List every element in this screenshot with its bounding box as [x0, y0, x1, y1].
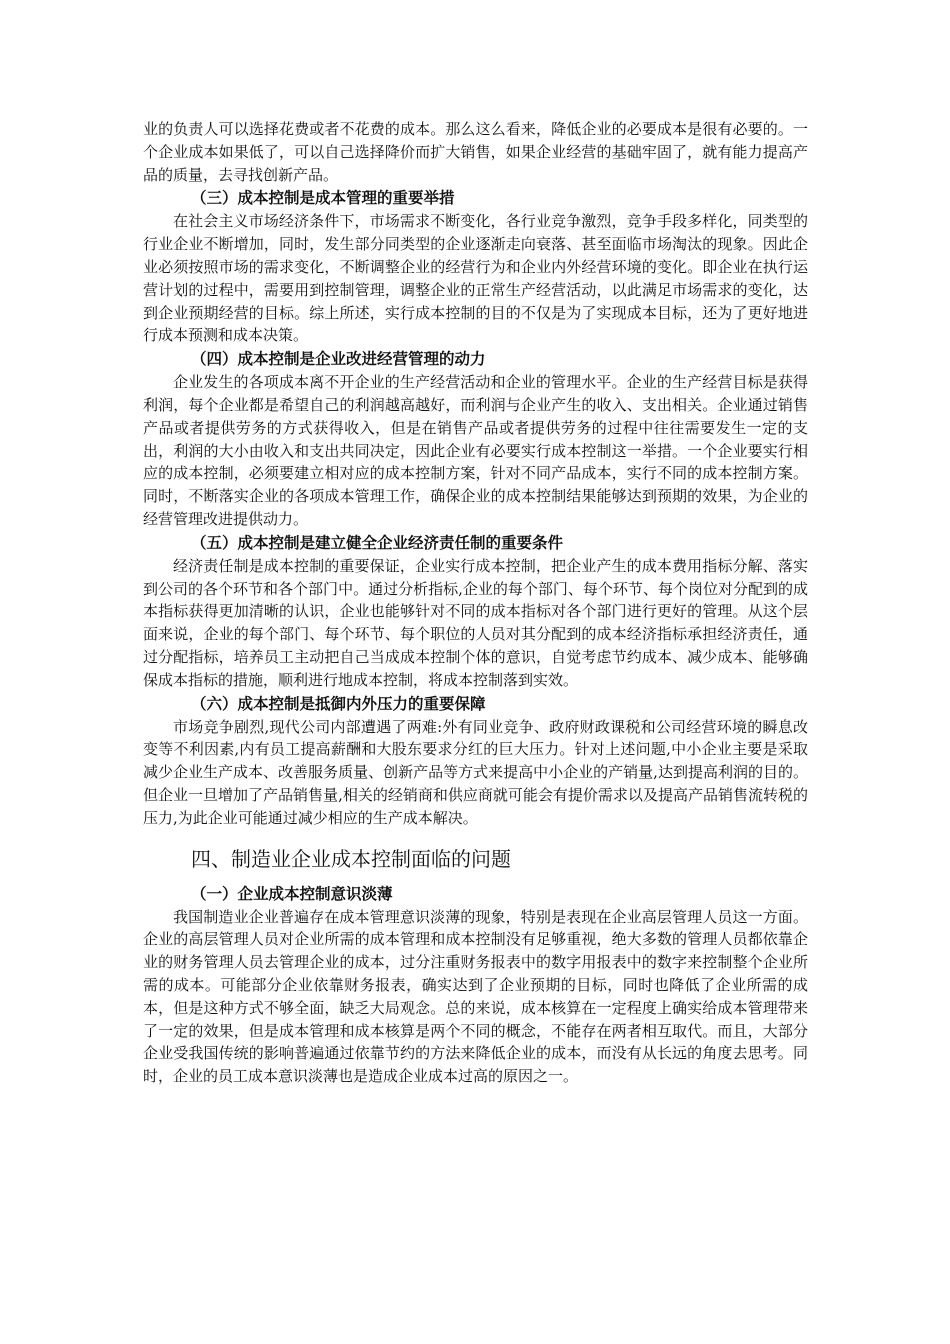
- document-page: [143, 118, 808, 1088]
- section-heading: （四）成本控制是企业改进经营管理的动力: [191, 350, 486, 369]
- section-heading: （三）成本控制是成本管理的重要举措: [191, 189, 455, 208]
- paragraph: 经济责任制是成本控制的重要保证，企业实行成本控制，把企业产生的成本费用指标分解、落实到公司的各个环节和各个部门中。通过分析指标,企业的每个部门、每个环节、每个岗位对分配到的成本指标获得更加清晰的认识，企业也能够针对不同的成本指标对各个部门进行更好的管理。从这个层面来说，企业的每个部门、每个环节、每个职位的人员对其分配到的成本经济指标承担经济责任，通过分配指标，培养员工主动把自己当成成本控制个体的意识，自觉考虑节约成本、减少成本、能够确保成本指标的措施，顺利进行地成本控制，将成本控制落到实效。: [143, 556, 808, 689]
- section-heading: （六）成本控制是抵御内外压力的重要保障: [191, 694, 486, 713]
- paragraph: 市场竞争剧烈,现代公司内部遭遇了两难:外有同业竞争、政府财政课税和公司经营环境的瞬息改变等不利因素,内有员工提高薪酬和大股东要求分红的巨大压力。针对上述问题,中小企业主要是采取减少企业生产成本、改善服务质量、创新产品等方式来提高中小企业的产销量,达到提高利润的目的。但企业一旦增加了产品销售量,相关的经销商和供应商就可能会有提价需求以及提高产品销售流转税的压力,为此企业可能通过减少相应的生产成本解决。: [143, 717, 808, 827]
- section-heading: （一）企业成本控制意识淡薄: [191, 884, 393, 903]
- paragraph: 我国制造业企业普遍存在成本管理意识淡薄的现象，特别是表现在企业高层管理人员这一方面。企业的高层管理人员对企业所需的成本管理和成本控制没有足够重视，绝大多数的管理人员都依靠企业的财务管理人员去管理企业的成本，过分注重财务报表中的数字用报表中的数字来控制整个企业所需的成本。可能部分企业依靠财务报表，确实达到了企业预期的目标，同时也降低了企业所需的成本，但是这种方式不够全面，缺乏大局观念。总的来说，成本核算在一定程度上确实给成本管理带来了一定的效果，但是成本管理和成本核算是两个不同的概念，不能存在两者相互取代。而且，大部分企业受我国传统的影响普遍通过依靠节约的方法来降低企业的成本，而没有从长远的角度去思考。同时，企业的员工成本意识淡薄也是造成企业成本过高的原因之一。: [143, 907, 808, 1086]
- paragraph: 企业发生的各项成本离不开企业的生产经营活动和企业的管理水平。企业的生产经营目标是获得利润，每个企业都是希望自己的利润越高越好，而利润与企业产生的收入、支出相关。企业通过销售产品或者提供劳务的方式获得收入，但是在销售产品或者提供劳务的过程中往往需要发生一定的支出，利润的大小由收入和支出共同决定，因此企业有必要实行成本控制这一举措。一个企业要实行相应的成本控制，必须要建立相对应的成本控制方案，针对不同产品成本，实行不同的成本控制方案。同时，不断落实企业的各项成本管理工作，确保企业的成本控制结果能够达到预期的效果，为企业的经营管理改进提供动力。: [143, 373, 808, 528]
- paragraph: 业的负责人可以选择花费或者不花费的成本。那么这么看来，降低企业的必要成本是很有必要的。一个企业成本如果低了，可以自己选择降价而扩大销售，如果企业经营的基础牢固了，就有能力提高产品的质量，去寻找创新产品。: [143, 120, 808, 184]
- chapter-heading: 四、制造业企业成本控制面临的问题: [191, 846, 511, 871]
- section-heading: （五）成本控制是建立健全企业经济责任制的重要条件: [191, 533, 564, 552]
- paragraph: 在社会主义市场经济条件下，市场需求不断变化，各行业竞争激烈，竞争手段多样化，同类型的行业企业不断增加，同时，发生部分同类型的企业逐渐走向衰落、甚至面临市场淘汰的现象。因此企业必须按照市场的需求变化，不断调整企业的经营行为和企业内外经营环境的变化。即企业在执行运营计划的过程中，需要用到控制管理，调整企业的正常生产经营活动，以此满足市场需求的变化，达到企业预期经营的目标。综上所述，实行成本控制的目的不仅是为了实现成本目标，还为了更好地进行成本预测和成本决策。: [143, 212, 808, 345]
